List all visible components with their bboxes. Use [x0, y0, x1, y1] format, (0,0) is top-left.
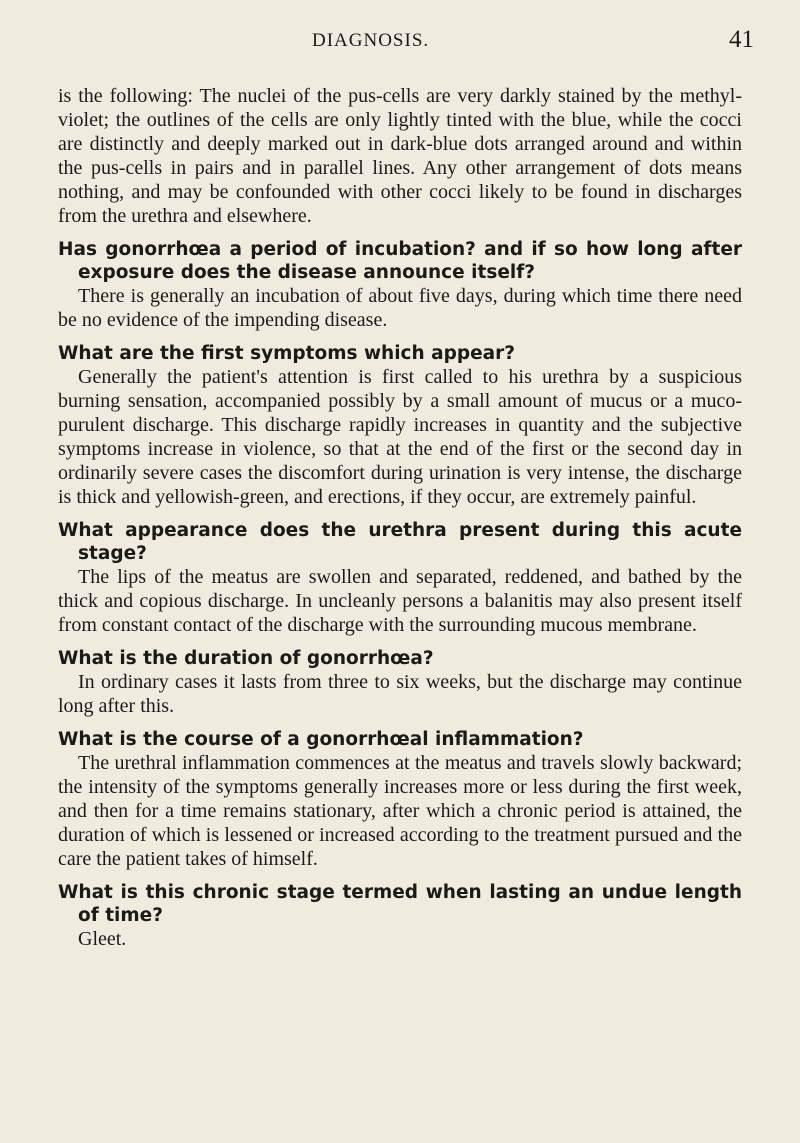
answer-paragraph: Generally the patient's attention is first called to his urethra by a suspicious burning sensation, accompanied possibly by a small amount of mucus or a muco-purulent discharge. This discharge rapidly increases in quantity and the subjective symptoms increase in violence, so that at the end of the first or the second day in ordinarily severe cases the discomfort during urination is very intense, the discharge is thick and yellowish-green, and erections, if they occur, are extremely painful.	[58, 366, 742, 508]
answer-paragraph: The urethral inflammation commences at the meatus and travels slowly backward; the intensity of the symptoms generally increases more or less during the first week, and then for a time remains stationary, after which a chronic period is attained, the duration of which is lessened or increased according to the treatment pursued and the care the patient takes of himself.	[58, 752, 742, 870]
answer-paragraph: Gleet.	[78, 928, 127, 950]
question-heading: What appearance does the urethra present during this acute stage?	[58, 520, 742, 564]
answer-paragraph: In ordinary cases it lasts from three to six weeks, but the discharge may continue long after this.	[58, 671, 742, 717]
continued-paragraph: is the following: The nuclei of the pus-cells are very darkly stained by the methyl-violet; the outlines of the cells are only lightly tinted with the blue, while the cocci are distinctly and deeply marked out in dark-blue dots arranged around and within the pus-cells in pairs and in parallel lines. Any other arrangement of dots means nothing, and may be confounded with other cocci likely to be found in discharges from the urethra and elsewhere.	[58, 85, 742, 227]
question-heading: What is this chronic stage termed when lasting an undue length of time?	[58, 882, 742, 926]
question-heading: What are the first symptoms which appear?	[58, 343, 515, 364]
page-body	[58, 84, 742, 951]
answer-paragraph: The lips of the meatus are swollen and separated, reddened, and bathed by the thick and copious discharge. In uncleanly persons a balanitis may also present itself from constant contact of the discharge with the surrounding mucous membrane.	[58, 566, 742, 636]
question-heading: What is the duration of gonorrhœa?	[58, 648, 434, 669]
question-heading: What is the course of a gonorrhœal inflammation?	[58, 729, 584, 750]
question-heading: Has gonorrhœa a period of incubation? and if so how long after exposure does the disease announce itself?	[58, 239, 742, 283]
running-head: DIAGNOSIS.	[312, 30, 430, 51]
answer-paragraph: There is generally an incubation of about five days, during which time there need be no evidence of the impending disease.	[58, 285, 742, 331]
page-number: 41	[729, 26, 754, 53]
